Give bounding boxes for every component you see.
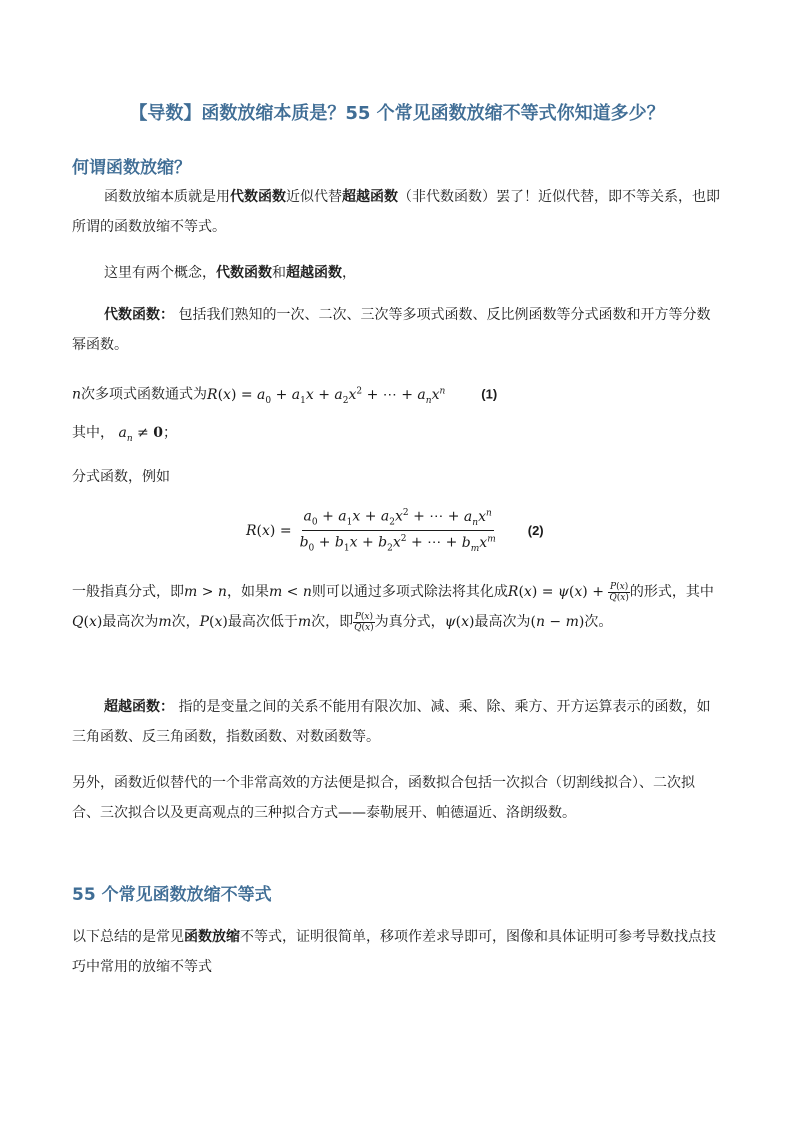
paragraph-proper-fraction: 一般指真分式，即m > n，如果m < n则可以通过多项式除法将其化成R(x) = ψ(x) + $\frac{P(x)}{Q(x)}$ 的形式，其中Q(x)最高次为m次，P(x)最高次低于m次，即 $\frac{P(x)}{Q(x)}$ 为真分式，ψ(x)最高次为(n − m)次。 — [72, 581, 714, 633]
text: 次，即 — [311, 614, 354, 630]
text: 不等式，证明很简单，移项作差求导即可，图像和具体证明可参考导数找点技巧中常用的放缩不等式 — [72, 929, 716, 975]
text: 其中， — [72, 425, 114, 441]
math-an-nonzero: $a_n \ne 0$； — [118, 425, 177, 444]
equation-2: R(x) = $\frac{a_0 + a_1x + a_2x^2 + \cdots + a_nx^n}{b_0 + b_1x + b_2x^2 + \cdots + b_mx^m}$ (2) — [246, 508, 544, 554]
paragraph-two-concepts — [72, 258, 720, 288]
paragraph-where — [72, 418, 720, 454]
paragraph-fitting: 另外，函数近似替代的一个非常高效的方法便是拟合，函数拟合包括一次拟合（切割线拟合）、二次拟合、三次拟合以及更高观点的三种拟合方式——泰勒展开、帕德逼近、洛朗级数。 — [72, 775, 695, 821]
text: 近似代替 — [286, 189, 342, 205]
math-n: n — [72, 386, 82, 403]
paragraph-summary — [72, 922, 720, 982]
bold-term: 超越函数 — [342, 189, 398, 205]
bold-term: 代数函数 — [230, 189, 286, 205]
section-heading-what-is-scaling: 何谓函数放缩？ — [72, 158, 191, 178]
bold-term: 超越函数 — [286, 265, 342, 281]
text: ， — [342, 265, 356, 281]
paragraph-rational: 分式函数，例如 — [72, 469, 170, 485]
text: 次， — [171, 614, 200, 630]
text: 和 — [272, 265, 286, 281]
equation-1: $R(x) = a_0 + a_1x + a_2x^2$ + ⋯ + $a_nx^n$ — [207, 386, 446, 406]
text: 最高次为 — [102, 614, 159, 630]
bold-term: 超越函数： — [104, 699, 174, 715]
text: （非代数函数）罢了！近似代替，即不等关系，也即所谓的函数放缩不等式。 — [72, 189, 720, 235]
section-heading-55-inequalities: 55 个常见函数放缩不等式 — [72, 885, 272, 905]
paragraph-polynomial — [72, 376, 720, 415]
paragraph-essence — [72, 182, 720, 242]
text: 包括我们熟知的一次、二次、三次等多项式函数、反比例函数等分式函数和开方等分数幂函数。 — [72, 307, 711, 353]
paragraph-algebraic-function — [72, 300, 720, 360]
text: 一般指真分式，即 — [72, 584, 184, 600]
text: 最高次低于 — [227, 614, 298, 630]
bold-term: 函数放缩 — [184, 929, 240, 945]
text: 的形式，其中 — [629, 584, 714, 600]
equation-number-1: (1) — [481, 386, 498, 402]
text: 指的是变量之间的关系不能用有限次加、减、乘、除、乘方、开方运算表示的函数，如三角函数、反三角函数，指数函数、对数函数等。 — [72, 699, 711, 745]
bold-term: 代数函数 — [216, 265, 272, 281]
text: 以下总结的是常见 — [72, 929, 184, 945]
text: 函数放缩本质就是用 — [104, 189, 230, 205]
text: 这里有两个概念， — [104, 265, 216, 281]
text: 为真分式， — [374, 614, 445, 630]
page-title: 【导数】函数放缩本质是？55 个常见函数放缩不等式你知道多少？ — [129, 103, 665, 124]
equation-number-2: (2) — [527, 523, 544, 539]
text: ，如果 — [226, 584, 269, 600]
text: 则可以通过多项式除法将其化成 — [311, 584, 508, 600]
text: 次。 — [584, 614, 613, 630]
text: 最高次为 — [474, 614, 531, 630]
bold-term: 代数函数： — [104, 307, 174, 323]
text: 次多项式函数通式为 — [81, 386, 208, 403]
paragraph-transcendental — [72, 692, 720, 752]
